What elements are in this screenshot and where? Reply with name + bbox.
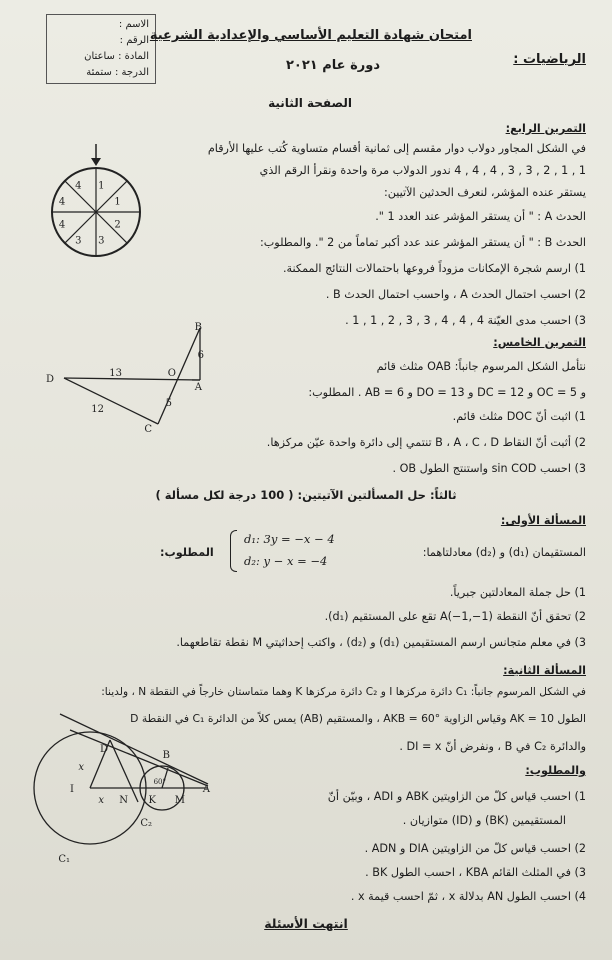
pointer-arrow-head bbox=[91, 158, 101, 166]
p1-eq1: d₁: 3y = −x − 4 bbox=[244, 532, 335, 546]
grade-field: الدرجة : ستمئة bbox=[86, 67, 149, 78]
ex4-q2: 2) احسب احتمال الحدث A ، واحسب احتمال الحدث B . bbox=[325, 288, 586, 301]
ex4-event-b: الحدث B : " أن يستقر المؤشر عند عدد أكبر تماماً من 2 ". والمطلوب: bbox=[260, 236, 586, 249]
fig-label-k: K bbox=[148, 795, 156, 806]
wheel-number: 2 bbox=[114, 219, 121, 231]
page-title: الصفحة الثانية bbox=[268, 96, 352, 110]
fig-label-c2: C₂ bbox=[140, 818, 152, 829]
wheel-labels bbox=[59, 180, 121, 246]
label-5: 5 bbox=[165, 398, 172, 409]
name-field: الاسم : bbox=[118, 19, 149, 30]
fig-label-angle: 60° bbox=[153, 778, 166, 786]
p1-system-brace bbox=[230, 530, 237, 572]
fig-label-b: B bbox=[162, 750, 170, 761]
wheel-number: 1 bbox=[114, 196, 121, 208]
fig-label-c1: C₁ bbox=[58, 854, 70, 865]
label-13: 13 bbox=[109, 368, 122, 379]
ex5-q2: 2) أثبت أنّ النقاط B ، A ، C ، D تنتمي إلى دائرة واحدة عيّن مركزها. bbox=[266, 436, 586, 449]
label-d: D bbox=[45, 374, 54, 385]
ex5-q3: 3) احسب sin COD واستنتج الطول OB . bbox=[392, 462, 586, 475]
wheel-number: 4 bbox=[58, 196, 66, 208]
wheel-number: 1 bbox=[98, 180, 105, 192]
student-info-box bbox=[46, 14, 156, 84]
p1-intro: المستقيمان (d₁) و (d₂) معادلتاهما: bbox=[422, 546, 586, 559]
wheel-number: 4 bbox=[75, 180, 82, 192]
ex4-line1: في الشكل المجاور دولاب دوار مقسم إلى ثمانية أقسام متساوية كُتب عليها الأرقام bbox=[207, 142, 586, 155]
label-6: 6 bbox=[197, 350, 204, 361]
label-12: 12 bbox=[91, 404, 104, 415]
exam-title: امتحان شهادة التعليم الأساسي والإعدادية الشرعية bbox=[149, 28, 472, 43]
ex5-line1: نتأمل الشكل المرسوم جانباً: OAB مثلث قائم bbox=[376, 360, 586, 373]
p2-line2: الطول AK = 10 وقياس الزاوية AKB = 60° ، والمستقيم (AB) يمس كلاً من الدائرة C₁ في النقطة D bbox=[130, 712, 586, 725]
ex4-event-a: الحدث A : " أن يستقر المؤشر عند العدد 1 ". bbox=[375, 210, 586, 223]
fig-label-x1: x bbox=[78, 762, 84, 773]
ex4-q3: 3) احسب مدى العيّنة 4 , 4 , 4 , 3 , 3 , 2 , 1 , 1 . bbox=[345, 314, 586, 327]
wheel-number: 3 bbox=[98, 235, 105, 247]
ex4-q1: 1) ارسم شجرة الإمكانات مزوداً فروعها باحتمالات النتائج الممكنة. bbox=[282, 262, 586, 275]
triangles-figure bbox=[45, 320, 222, 435]
wheel-dividers bbox=[52, 168, 140, 256]
ex5-q1: 1) اثبت أنّ DOC مثلث قائم. bbox=[452, 410, 586, 423]
footer-end: انتهت الأسئلة bbox=[264, 916, 348, 931]
part3-title: ثالثاً: حل المسألتين الآتيتين: ( 100 درجة لكل مسألة ) bbox=[155, 488, 457, 502]
material-field: المادة : ساعتان bbox=[84, 51, 149, 62]
ex4-line2: 1 , 1 , 2 , 3 , 3 , 4 , 4 , 4 ندور الدولاب مرة واحدة ونقرأ الرقم الذي bbox=[259, 164, 586, 177]
spinner-wheel-figure bbox=[46, 140, 146, 260]
fig-label-a: A bbox=[202, 784, 210, 795]
wheel-number: 4 bbox=[58, 219, 66, 231]
subject-label: الرياضيات : bbox=[513, 52, 586, 67]
number-field: الرقم : bbox=[119, 35, 149, 46]
p2-q2: 2) احسب قياس كلّ من الزاويتين DIA و ADN . bbox=[364, 842, 586, 855]
label-b: B bbox=[194, 322, 202, 333]
fig-label-m: M bbox=[174, 795, 185, 806]
p2-line3: والدائرة C₂ في B ، ونفرض أنّ DI = x . bbox=[399, 740, 586, 753]
session-label: دورة عام ٢٠٢١ bbox=[285, 58, 380, 73]
label-o: O bbox=[167, 368, 176, 379]
p1-eq2: d₂: y − x = −4 bbox=[244, 554, 328, 568]
ex5-line2: و OC = 5 و DC = 12 و DO = 13 و AB = 6 . المطلوب: bbox=[308, 386, 586, 399]
label-a: A bbox=[194, 382, 202, 393]
ex5-title: التمرين الخامس: bbox=[493, 336, 586, 349]
p2-line1: في الشكل المرسوم جانباً: C₁ دائرة مركزها I و C₂ دائرة مركزها K وهما متماستان خارجاً في النقطة N ، ولدينا: bbox=[101, 686, 586, 698]
ex4-line3: يستقر عنده المؤشر، لنعرف الحدثين الآتيين: bbox=[384, 186, 586, 199]
label-c: C bbox=[144, 424, 152, 435]
triangles-lines bbox=[64, 328, 200, 424]
tangent-circles-figure bbox=[40, 710, 240, 880]
p1-q2: 2) تحقق أنّ النقطة A(−1,−1) تقع على المستقيم (d₁). bbox=[324, 610, 586, 623]
p2-title: المسألة الثانية: bbox=[503, 664, 586, 677]
fig-label-d: D bbox=[99, 744, 108, 755]
p2-q1b: المستقيمين (BK) و (ID) متوازيان . bbox=[402, 814, 566, 827]
p1-q1: 1) حل جملة المعادلتين جبرياً. bbox=[449, 586, 586, 599]
p2-required: والمطلوب: bbox=[525, 764, 586, 777]
fig-label-i: I bbox=[70, 784, 74, 795]
p1-required: المطلوب: bbox=[160, 546, 214, 559]
p1-title: المسألة الأولى: bbox=[500, 514, 586, 527]
fig-label-x2: x bbox=[98, 795, 104, 806]
p2-q3: 3) في المثلث القائم KBA ، احسب الطول BK . bbox=[365, 866, 586, 879]
p1-q3: 3) في معلم متجانس ارسم المستقيمين (d₁) و (d₂) ، واكتب إحداثيتي M نقطة تقاطعهما. bbox=[176, 636, 586, 649]
p2-q1a: 1) احسب قياس كلّ من الزاويتين ABK و ADI ، وبيّن أنّ bbox=[327, 790, 586, 803]
ex4-title: التمرين الرابع: bbox=[505, 122, 586, 135]
wheel-number: 3 bbox=[75, 235, 82, 247]
fig-label-n: N bbox=[119, 795, 128, 806]
p2-q4: 4) احسب الطول AN بدلالة x ، ثمّ احسب قيمة x . bbox=[350, 890, 586, 903]
circles-lines bbox=[34, 714, 208, 844]
